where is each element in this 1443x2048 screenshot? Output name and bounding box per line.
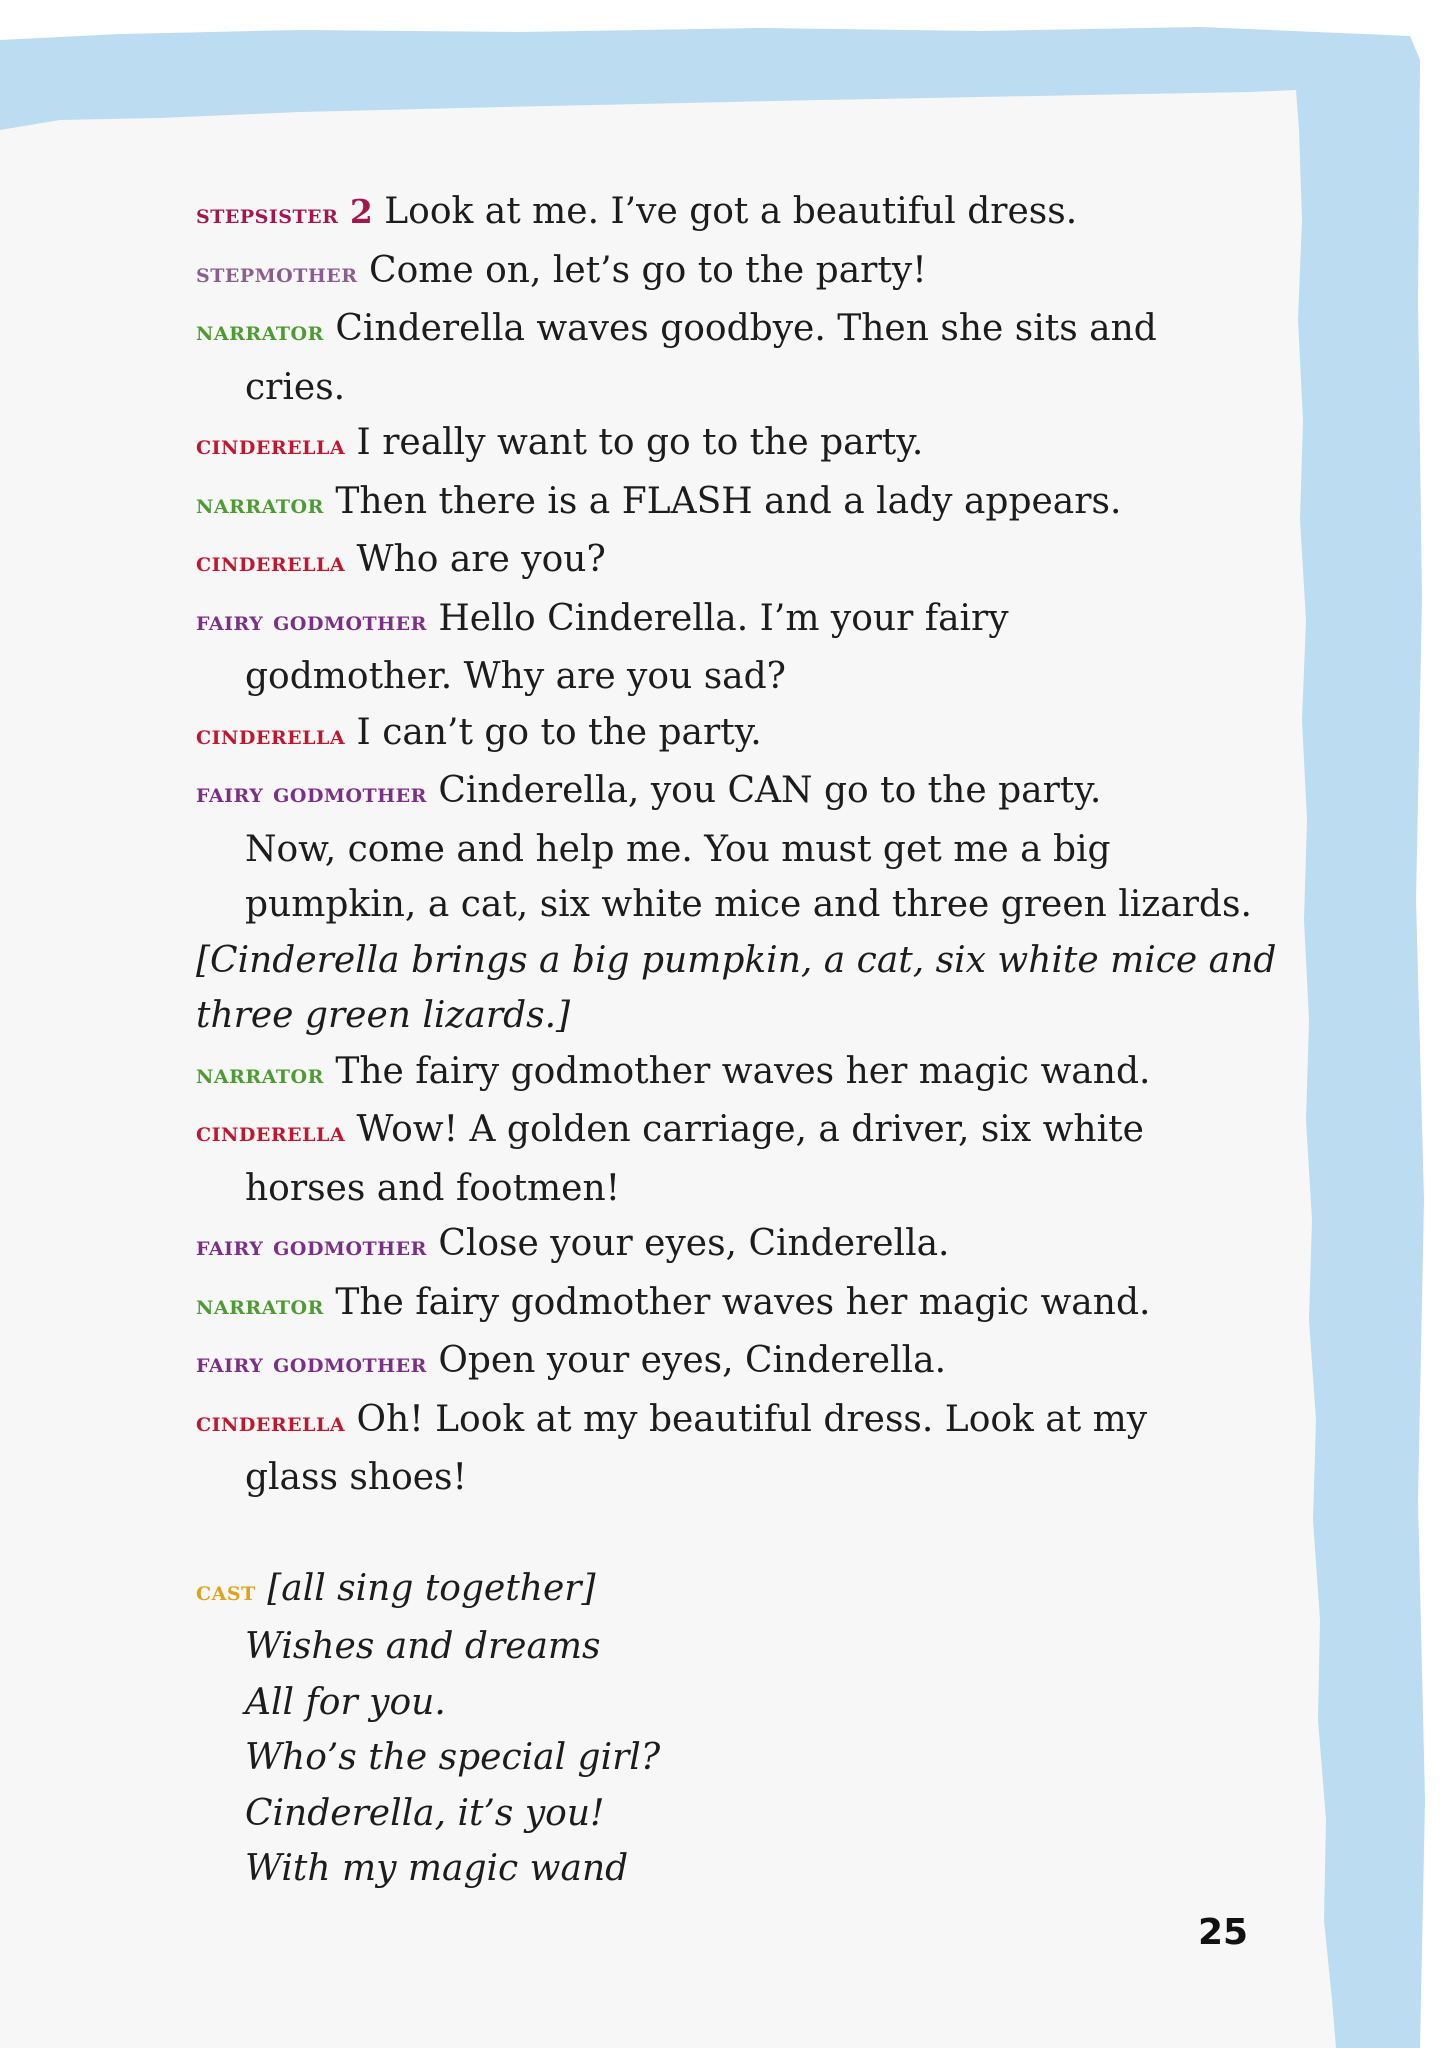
speaker-name: fairy godmother (196, 1231, 427, 1262)
speaker-name: cinderella (196, 1406, 346, 1438)
dialogue-text: Then there is a FLASH and a lady appears. (335, 480, 1122, 522)
dialogue-text: Open your eyes, Cinderella. (438, 1340, 947, 1381)
dialogue-continuation: horses and footmen! (245, 1167, 621, 1209)
script-line (196, 1044, 1246, 1103)
speaker-name: cinderella (196, 430, 346, 461)
script-line (196, 243, 1246, 302)
dialogue-text: Close your eyes, Cinderella. (438, 1223, 950, 1264)
script-line (196, 532, 1246, 591)
dialogue-continuation: pumpkin, a cat, six white mice and three green lizards. (245, 884, 1252, 925)
speaker-name: narrator (196, 1058, 324, 1090)
script-line (196, 474, 1246, 533)
dialogue-text: Oh! Look at my beautiful dress. Look at my (356, 1398, 1148, 1440)
speaker-name: cinderella (196, 547, 346, 578)
script-line (196, 415, 1246, 474)
stage-direction-line: three green lizards.] (196, 995, 571, 1036)
script-line (196, 763, 1252, 933)
dialogue-text: Cinderella waves goodbye. Then she sits and (335, 308, 1157, 349)
stage-direction-line: [Cinderella brings a big pumpkin, a cat, six white mice and (196, 939, 1277, 981)
dialogue-continuation: cries. (245, 366, 346, 408)
speaker-name: fairy godmother (196, 1348, 427, 1379)
dialogue-continuation: godmother. Why are you sad? (245, 656, 786, 697)
song-line: All for you. (245, 1681, 446, 1723)
speaker-name: cast (196, 1575, 256, 1607)
song-heading (196, 1561, 1246, 1620)
script-line (196, 1275, 1246, 1334)
page-number: 25 (1198, 1912, 1249, 1953)
dialogue-text: Wow! A golden carriage, a driver, six white (356, 1109, 1144, 1150)
stage-direction (196, 933, 1277, 1044)
script-line (196, 1102, 1246, 1216)
dialogue-text: I can’t go to the party. (356, 711, 762, 753)
speaker-name: fairy godmother (196, 778, 427, 809)
dialogue-text: The fairy godmother waves her magic wand. (335, 1281, 1151, 1323)
speaker-name: cinderella (196, 719, 346, 751)
play-script (196, 184, 1277, 1897)
dialogue-text: Who are you? (356, 539, 606, 580)
speaker-name: stepsister (196, 199, 339, 230)
script-line (196, 1216, 1246, 1275)
speaker-name: fairy godmother (196, 605, 427, 637)
speaker-number: 2 (349, 192, 373, 231)
script-line (196, 301, 1246, 415)
script-line (196, 705, 1246, 764)
dialogue-text: Hello Cinderella. I’m your fairy (438, 597, 1009, 639)
dialogue-text: Cinderella, you CAN go to the party. (438, 770, 1102, 811)
song-direction: [all sing together] (267, 1567, 596, 1609)
script-line (196, 1333, 1246, 1392)
dialogue-continuation: Now, come and help me. You must get me a big (245, 828, 1111, 870)
song-line: Cinderella, it’s you! (245, 1792, 605, 1834)
dialogue-text: I really want to go to the party. (356, 422, 924, 463)
song-line: With my magic wand (245, 1848, 629, 1889)
speaker-name: narrator (196, 488, 324, 520)
song-line: Wishes and dreams (245, 1626, 601, 1667)
dialogue-continuation: glass shoes! (245, 1457, 467, 1498)
script-line (196, 591, 1246, 705)
speaker-name: cinderella (196, 1117, 346, 1148)
speaker-name: narrator (196, 316, 324, 347)
dialogue-text: Come on, let’s go to the party! (369, 249, 927, 291)
song-line: Who’s the special girl? (245, 1737, 661, 1778)
dialogue-text: The fairy godmother waves her magic wand. (335, 1050, 1151, 1092)
speaker-name: stepmother (196, 257, 358, 289)
dialogue-text: Look at me. I’ve got a beautiful dress. (384, 191, 1078, 232)
speaker-name: narrator (196, 1289, 324, 1321)
script-line (196, 1392, 1246, 1506)
script-line (196, 184, 1246, 243)
section-gap (196, 1506, 1246, 1561)
